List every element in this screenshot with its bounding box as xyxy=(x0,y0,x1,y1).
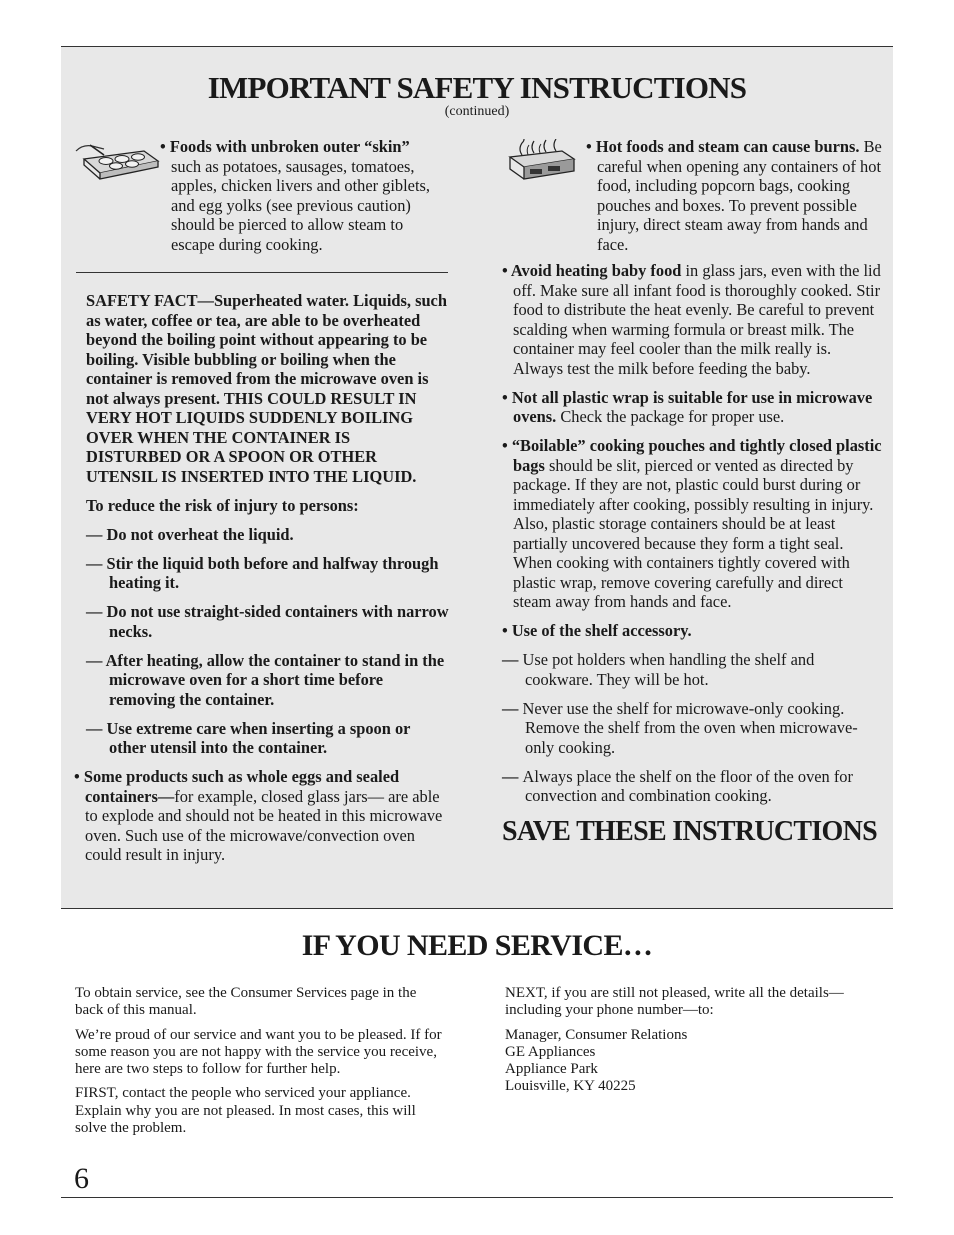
section-divider xyxy=(76,272,448,273)
safety-fact-intro: SAFETY FACT—Superheated water. Liquids, such as water, coffee or tea, are able to be overheated beyond the boiling point without appearing to be boiling. Visible bubbling or boiling when the container is removed from the microwave oven is not always present. THIS COULD RESULT IN VERY HOT LIQUIDS SUDDENLY BOILING OVER WHEN THE CONTAINER IS DISTURBED OR A SPOON OR OTHER UTENSIL IS INSERTED INTO THE LIQUID. xyxy=(86,291,447,486)
safety-fact-block xyxy=(74,291,449,758)
service-left-column xyxy=(75,985,445,1144)
hot-steam-section xyxy=(502,137,884,261)
sealed-products-body: for example, closed glass jars— are able to explode and should not be heated in this microwave oven. Such use of the microwave/convection oven could result in injury. xyxy=(85,786,443,864)
baby-food-body: in glass jars, even with the lid off. Make sure all infant food is thoroughly cooked. Stir food to distribute the heat evenly. Be careful to prevent scalding when warming formula or breast milk. The container may feel cooler than the milk really is. Always test the milk before feeding the baby. xyxy=(513,261,881,378)
address-line: Appliance Park xyxy=(505,1061,598,1078)
address-line: GE Appliances xyxy=(505,1043,596,1060)
hot-steam-bold: • Hot foods and steam can cause burns. xyxy=(586,137,860,156)
sealed-products-item xyxy=(74,767,449,865)
service-right-column xyxy=(505,985,875,1096)
reduce-risk-heading: To reduce the risk of injury to persons: xyxy=(86,495,359,515)
plastic-wrap-bold: • Not all plastic wrap is suitable for use in microwave ovens. xyxy=(502,387,873,426)
shelf-item: — Use pot holders when handling the shelf and cookware. They will be hot. xyxy=(502,650,815,689)
fact-item: — Do not overheat the liquid. xyxy=(86,524,294,544)
page-title: IMPORTANT SAFETY INSTRUCTIONS xyxy=(207,70,747,105)
safety-instructions-panel xyxy=(61,46,893,909)
address-line: Louisville, KY 40225 xyxy=(505,1078,636,1095)
skin-foods-section xyxy=(74,137,449,258)
service-paragraph: FIRST, contact the people who serviced your appliance. Explain why you are not pleased. In most cases, this will solve the problem. xyxy=(75,1085,416,1137)
baby-food-bold: • Avoid heating baby food xyxy=(502,261,682,280)
baby-food-item xyxy=(502,261,884,378)
fact-item: — After heating, allow the container to stand in the microwave oven for a short time before removing the container. xyxy=(86,650,445,709)
hot-steam-body: Be careful when opening any containers of hot food, including popcorn bags, cooking pouches and boxes. To prevent possible injury, direct steam away from hands and face. xyxy=(597,137,882,254)
plastic-wrap-body: Check the package for proper use. xyxy=(556,407,785,426)
boilable-pouches-item xyxy=(502,436,884,612)
plastic-wrap-item xyxy=(502,388,884,427)
mailing-address xyxy=(505,1027,875,1096)
service-paragraph: To obtain service, see the Consumer Services page in the back of this manual. xyxy=(75,985,417,1019)
boilable-pouches-bold: • “Boilable” cooking pouches and tightly closed plastic bags xyxy=(502,436,882,475)
skin-foods-body: such as potatoes, sausages, tomatoes, apples, chicken livers and other giblets, and egg yolks (see previous caution) should be pierced to allow steam to escape during cooking. xyxy=(171,156,430,254)
page-subtitle: (continued) xyxy=(444,104,510,119)
page-number: 6 xyxy=(74,1162,89,1195)
sealed-products-bold: • Some products such as whole eggs and sealed containers— xyxy=(74,767,400,806)
shelf-item: — Always place the shelf on the floor of the oven for convection and combination cooking. xyxy=(502,766,853,805)
bottom-rule xyxy=(61,1197,893,1198)
skin-foods-text xyxy=(160,137,450,254)
steaming-food-container-icon xyxy=(502,139,580,190)
save-instructions-heading: SAVE THESE INSTRUCTIONS xyxy=(502,816,878,847)
shelf-accessory-heading: • Use of the shelf accessory. xyxy=(502,621,692,640)
address-line: Manager, Consumer Relations xyxy=(505,1026,688,1043)
service-paragraph: We’re proud of our service and want you to be pleased. If for some reason you are not happy with the service you receive, here are two steps to follow for further help. xyxy=(75,1026,442,1078)
shelf-item: — Never use the shelf for microwave-only cooking. Remove the shelf from the oven when microwave-only cooking. xyxy=(502,698,858,757)
fact-item: — Stir the liquid both before and halfway through heating it. xyxy=(86,553,439,592)
service-next-paragraph: NEXT, if you are still not pleased, write all the details—including your phone number—to: xyxy=(505,985,844,1019)
right-column xyxy=(502,137,884,849)
left-column xyxy=(74,137,449,865)
skin-foods-bold: • Foods with unbroken outer “skin” xyxy=(160,137,410,156)
pierced-potatoes-dish-icon xyxy=(74,139,160,190)
fact-item: — Do not use straight-sided containers with narrow necks. xyxy=(86,602,449,641)
boilable-pouches-body: should be slit, pierced or vented as directed by package. If they are not, plastic could burst during or immediately after cooking, possibly resulting in injury. Also, plastic storage containers should be at least partially uncovered because they form a tight seal. When cooking with containers tightly covered with plastic wrap, remove covering carefully and direct steam away from hands and face. xyxy=(513,455,874,611)
service-heading: IF YOU NEED SERVICE… xyxy=(301,929,653,962)
fact-item: — Use extreme care when inserting a spoon or other utensil into the container. xyxy=(86,718,411,757)
hot-steam-text xyxy=(586,137,886,254)
